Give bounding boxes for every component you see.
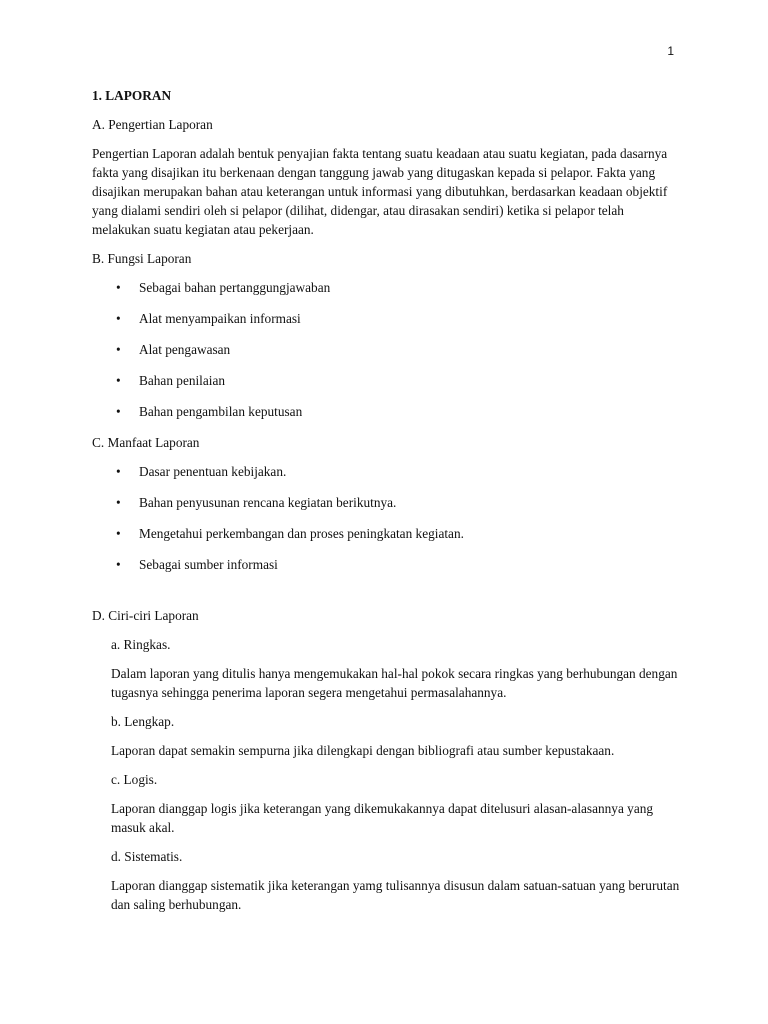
subsection-d-heading: d. Sistematis.: [111, 849, 183, 864]
list-item: • Bahan penyusunan rencana kegiatan berikutnya.: [92, 493, 682, 512]
list-item: • Sebagai sumber informasi: [92, 555, 682, 574]
subsection-d-text: Laporan dianggap sistematik jika keterangan yamg tulisannya disusun dalam satuan-satuan yang berurutan dan saling berhubungan.: [111, 878, 680, 912]
subsection-c-text: Laporan dianggap logis jika keterangan yang dikemukakannya dapat ditelusuri alasan-alasannya yang masuk akal.: [111, 801, 654, 835]
section-spacer: [92, 586, 682, 606]
subsection-b-heading: b. Lengkap.: [111, 714, 175, 729]
list-item: • Alat menyampaikan informasi: [92, 309, 682, 328]
list-item: • Mengetahui perkembangan dan proses peningkatan kegiatan.: [92, 524, 682, 543]
document-body: [92, 86, 682, 924]
page-number: 1: [667, 44, 674, 58]
document-title: 1. LAPORAN: [92, 88, 172, 103]
section-d-heading: D. Ciri-ciri Laporan: [92, 608, 199, 623]
section-c-heading: C. Manfaat Laporan: [92, 435, 200, 450]
list-item: • Bahan penilaian: [92, 371, 682, 390]
section-b-heading: B. Fungsi Laporan: [92, 251, 192, 266]
section-a-heading: A. Pengertian Laporan: [92, 117, 213, 132]
list-item: • Dasar penentuan kebijakan.: [92, 462, 682, 481]
subsection-a-text: Dalam laporan yang ditulis hanya mengemukakan hal-hal pokok secara ringkas yang berhubungan dengan tugasnya sehingga penerima laporan segera mengetahui permasalahannya.: [111, 666, 678, 700]
subsection-a-heading: a. Ringkas.: [111, 637, 171, 652]
section-c-list: [92, 462, 682, 574]
subsection-c-heading: c. Logis.: [111, 772, 158, 787]
section-b-list: [92, 278, 682, 421]
subsection-b-text: Laporan dapat semakin sempurna jika dilengkapi dengan bibliografi atau sumber kepustakaan.: [111, 743, 615, 758]
list-item: • Bahan pengambilan keputusan: [92, 402, 682, 421]
list-item: • Alat pengawasan: [92, 340, 682, 359]
list-item: • Sebagai bahan pertanggungjawaban: [92, 278, 682, 297]
section-a-paragraph: Pengertian Laporan adalah bentuk penyajian fakta tentang suatu keadaan atau suatu kegiatan, pada dasarnya fakta yang disajikan itu berkenaan dengan tanggung jawab yang ditugaskan kepada si pelapor. Fakta yang disajikan merupakan bahan atau keterangan untuk informasi yang dibutuhkan, berdasarkan keadaan objektif yang dialami sendiri oleh si pelapor (dilihat, didengar, atau dirasakan sendiri) ketika si pelapor telah melakukan suatu kegiatan atau pekerjaan.: [92, 146, 668, 237]
